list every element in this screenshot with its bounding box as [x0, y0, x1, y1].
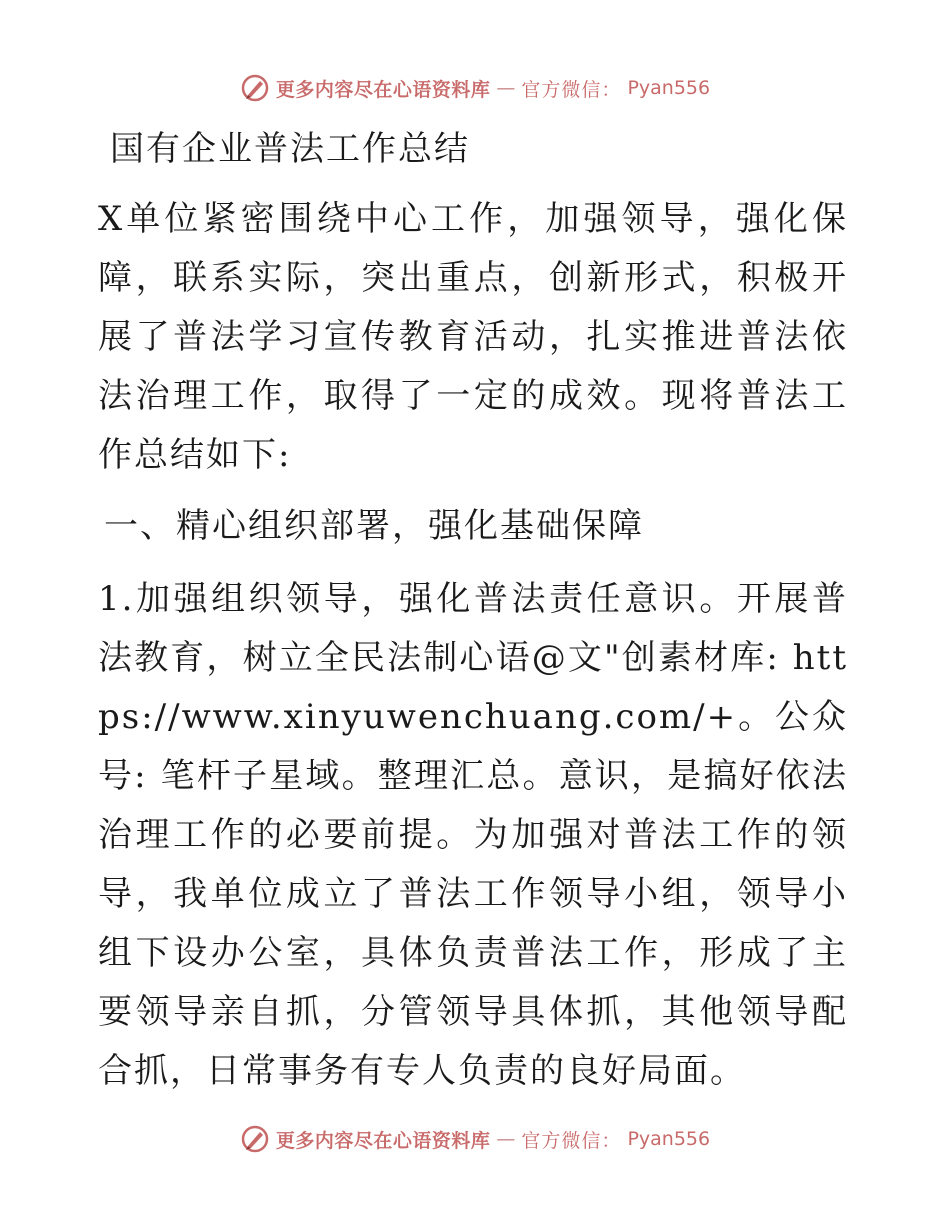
intro-paragraph: X单位紧密围绕中心工作，加强领导，强化保障，联系实际，突出重点，创新形式，积极开展了普法学习宣传教育活动，扎实推进普法依法治理工作，取得了一定的成效。现将普法工作总结如下:: [98, 199, 848, 475]
watermark-separator: —: [496, 1128, 516, 1150]
pen-logo-icon: [240, 1124, 270, 1154]
header-watermark: [0, 73, 950, 103]
footer-watermark: [0, 1124, 950, 1154]
document-body: [98, 118, 848, 1101]
watermark-separator: —: [496, 77, 516, 99]
watermark-label: 官方微信：: [521, 78, 622, 101]
watermark-text: 更多内容尽在心语资料库: [275, 1129, 491, 1152]
section-heading: 一、精心组织部署，强化基础保障: [104, 506, 644, 546]
watermark-id: Pyan556: [627, 77, 711, 99]
watermark-label: 官方微信：: [521, 1129, 622, 1152]
body-paragraph: 1.加强组织领导，强化普法责任意识。开展普法教育，树立全民法制心语@文"创素材库: https://www.xinyuwenchuang.com/+。公众号: 笔杆子星域。整理汇总。意识，是搞好依法治理工作的必要前提。为加强对普法工作的领导，我单位成立了普法工作领导小组，领导小组下设办公室，具体负责普法工作，形成了主要领导亲自抓，分管领导具体抓，其他领导配合抓，日常事务有专人负责的良好局面。: [98, 579, 848, 1091]
pen-logo-icon: [240, 73, 270, 103]
watermark-id: Pyan556: [627, 1128, 711, 1150]
watermark-text: 更多内容尽在心语资料库: [275, 78, 491, 101]
document-title: 国有企业普法工作总结: [110, 129, 470, 169]
